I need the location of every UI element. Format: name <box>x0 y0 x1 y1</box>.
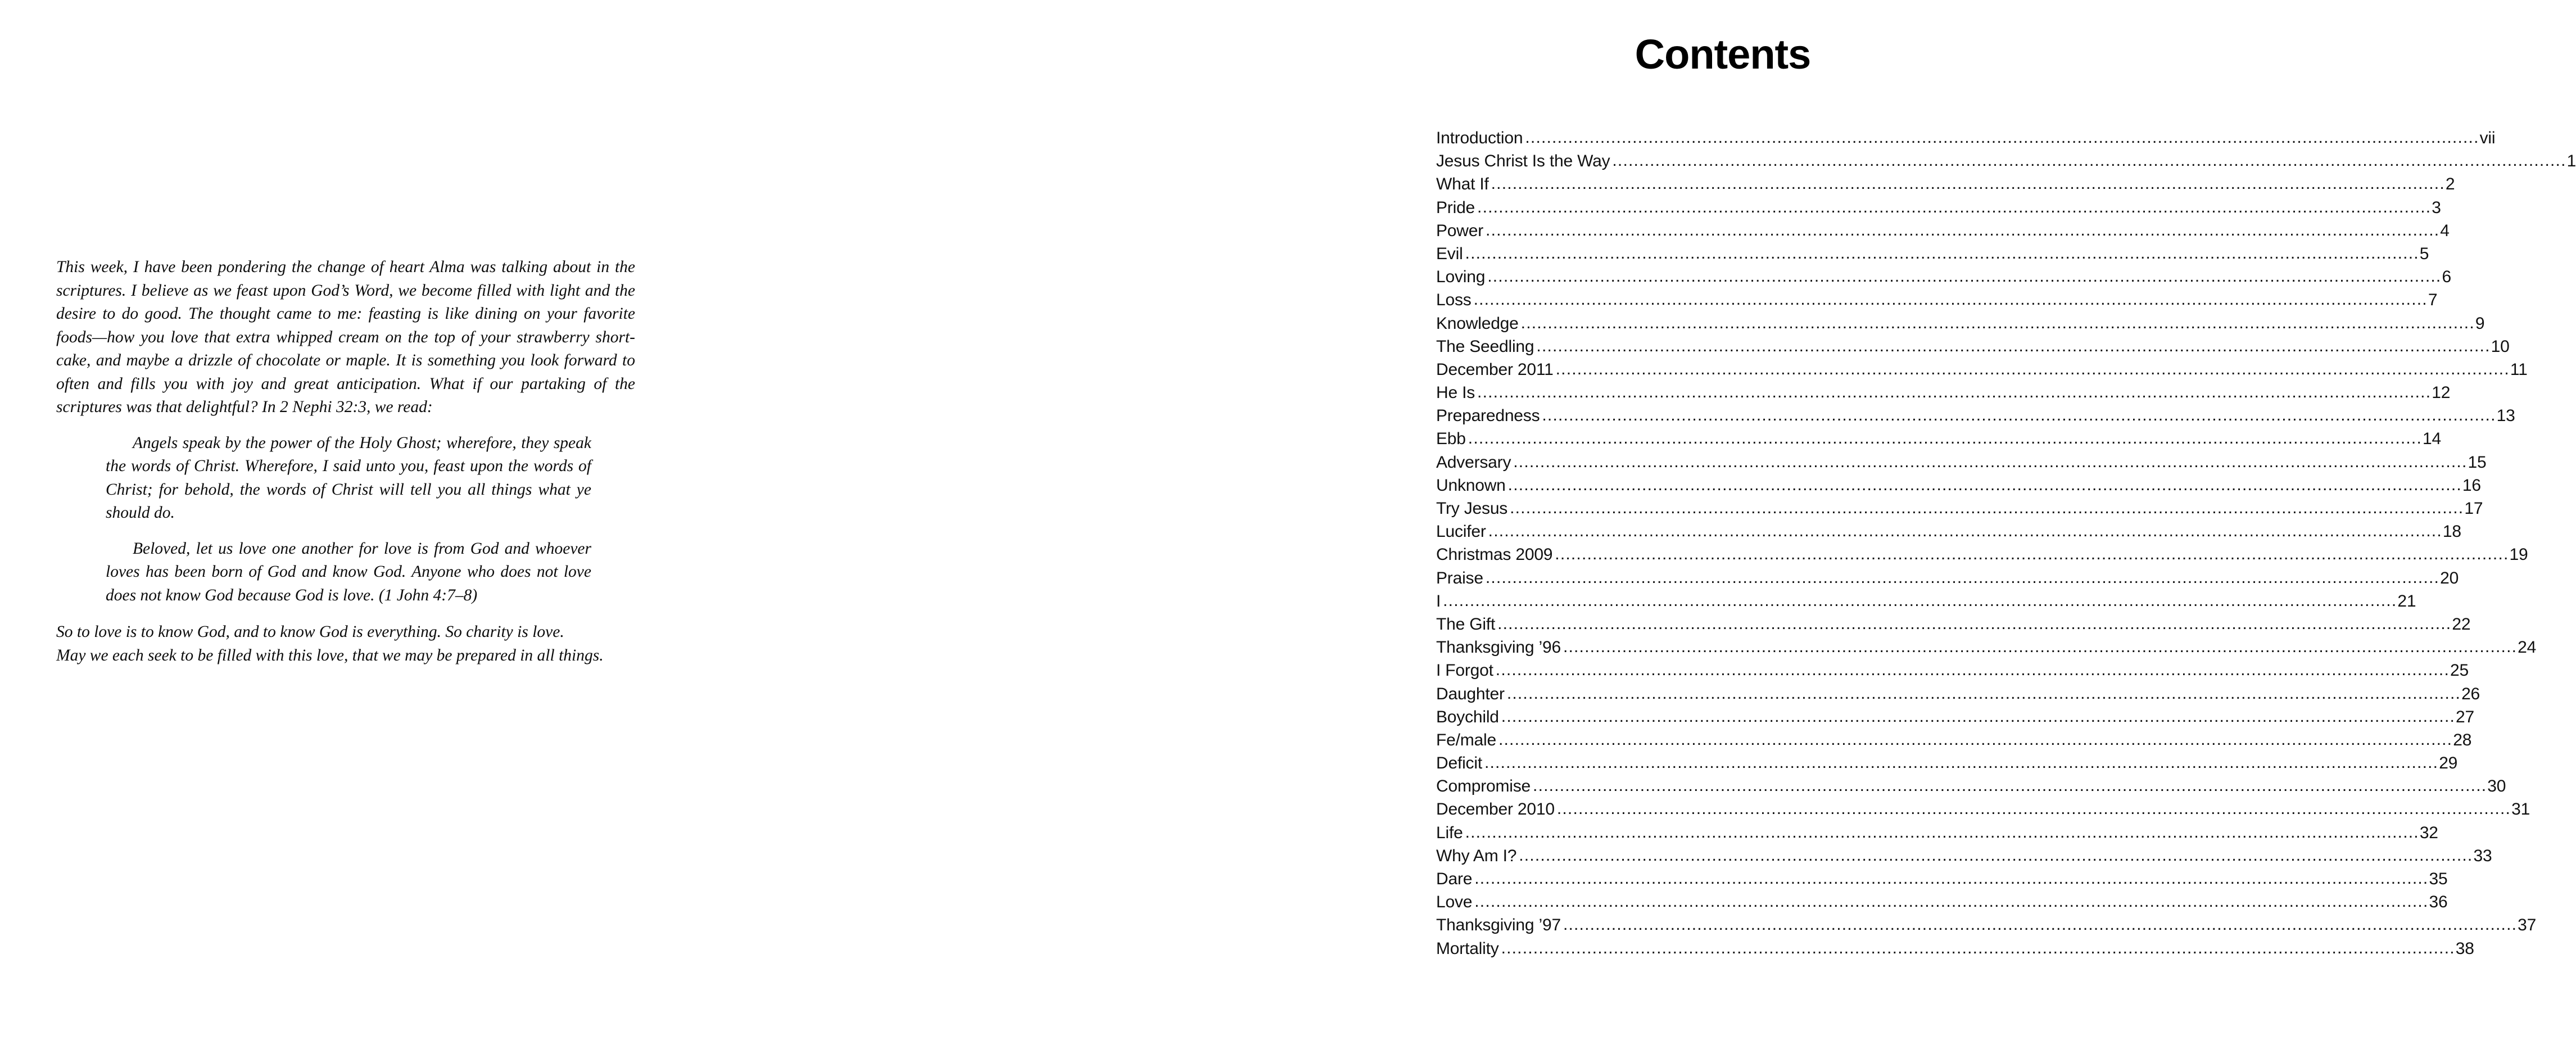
toc-entry-page-number: 3 <box>2432 198 2441 217</box>
toc-dot-leader: .................................................................................................................................................................................. <box>1443 591 2397 610</box>
toc-entry-page-number: 20 <box>2440 568 2459 587</box>
toc-entry-page-number: 29 <box>2439 754 2458 773</box>
toc-dot-leader: .................................................................................................................................................................................. <box>1507 475 2462 494</box>
toc-entry[interactable] <box>1436 636 2537 659</box>
toc-entry-label: What If <box>1436 175 1489 194</box>
toc-entry-page-number: 22 <box>2452 614 2471 634</box>
toc-entry-page-number: 12 <box>2432 383 2451 403</box>
toc-dot-leader: .................................................................................................................................................................................. <box>1468 429 2423 448</box>
toc-dot-leader: .................................................................................................................................................................................. <box>1536 336 2491 355</box>
toc-entry[interactable] <box>1436 590 2416 613</box>
toc-entry-label: Loving <box>1436 268 1486 287</box>
toc-entry-label: Daughter <box>1436 684 1505 703</box>
toc-entry[interactable] <box>1436 890 2448 914</box>
toc-entry[interactable] <box>1436 288 2438 311</box>
toc-entry[interactable] <box>1436 844 2492 867</box>
toc-entry-label: Deficit <box>1436 754 1482 773</box>
toc-entry[interactable] <box>1436 706 2475 729</box>
toc-entry[interactable] <box>1436 381 2451 404</box>
toc-dot-leader: .................................................................................................................................................................................. <box>1542 406 2496 425</box>
toc-entry[interactable] <box>1436 242 2429 265</box>
toc-entry[interactable] <box>1436 567 2459 590</box>
toc-dot-leader: .................................................................................................................................................................................. <box>1519 845 2473 865</box>
toc-entry-page-number: 10 <box>2491 337 2510 356</box>
toc-dot-leader: .................................................................................................................................................................................. <box>1501 938 2455 957</box>
toc-entry-page-number: 19 <box>2509 545 2528 564</box>
toc-dot-leader: .................................................................................................................................................................................. <box>1488 522 2442 541</box>
toc-entry[interactable] <box>1436 497 2483 520</box>
toc-entry-label: Adversary <box>1436 453 1511 472</box>
toc-entry-page-number: 36 <box>2429 893 2448 912</box>
toc-dot-leader: .................................................................................................................................................................................. <box>1477 383 2432 402</box>
toc-dot-leader: .................................................................................................................................................................................. <box>1465 822 2419 842</box>
toc-entry-label: Compromise <box>1436 777 1531 796</box>
toc-dot-leader: .................................................................................................................................................................................. <box>1520 313 2475 332</box>
toc-entry[interactable] <box>1436 821 2438 844</box>
toc-entry-page-number: 5 <box>2419 244 2429 263</box>
toc-entry[interactable] <box>1436 798 2530 821</box>
toc-entry-label: December 2011 <box>1436 360 1554 379</box>
toc-entry-page-number: 25 <box>2450 661 2469 680</box>
toc-entry-page-number: 6 <box>2442 268 2451 287</box>
toc-dot-leader: .................................................................................................................................................................................. <box>1525 128 2479 147</box>
blockquote-1john: Beloved, let us love one another for love is from God and whoever loves has been born of God and know God. Anyone who does not love does not know God because God is love. (1 John 4:7–8) <box>106 539 591 604</box>
toc-entry-label: Thanksgiving ’96 <box>1436 638 1561 657</box>
toc-entry-page-number: 28 <box>2453 730 2472 749</box>
toc-entry[interactable] <box>1436 219 2450 242</box>
toc-entry[interactable] <box>1436 775 2506 798</box>
toc-entry-page-number: 32 <box>2419 823 2438 842</box>
toc-entry-label: Preparedness <box>1436 406 1540 426</box>
toc-entry-page-number: 24 <box>2518 638 2537 657</box>
toc-entry-label: Knowledge <box>1436 314 1519 333</box>
toc-entry[interactable] <box>1436 729 2472 752</box>
toc-entry-page-number: 13 <box>2496 406 2515 426</box>
toc-entry-page-number: 14 <box>2423 429 2441 449</box>
toc-entry-label: I <box>1436 591 1441 611</box>
toc-dot-leader: .................................................................................................................................................................................. <box>1465 243 2419 263</box>
toc-dot-leader: .................................................................................................................................................................................. <box>1563 637 2518 657</box>
toc-entry[interactable] <box>1436 404 2515 427</box>
toc-entry-label: Lucifer <box>1436 522 1486 541</box>
toc-entry[interactable] <box>1436 613 2471 636</box>
toc-entry-page-number: 21 <box>2397 591 2416 611</box>
toc-dot-leader: .................................................................................................................................................................................. <box>1491 174 2445 193</box>
toc-entry-page-number: 17 <box>2464 499 2483 518</box>
toc-entry[interactable] <box>1436 358 2528 381</box>
toc-entry-label: The Gift <box>1436 614 1496 634</box>
toc-entry-label: He Is <box>1436 383 1475 403</box>
left-page <box>0 0 689 1040</box>
toc-entry-label: Praise <box>1436 568 1483 587</box>
toc-entry[interactable] <box>1436 265 2451 288</box>
page-title: Contents <box>1635 31 1811 78</box>
toc-entry-label: Unknown <box>1436 476 1506 495</box>
toc-entry-label: Try Jesus <box>1436 499 1508 518</box>
toc-entry-label: Thanksgiving ’97 <box>1436 916 1561 935</box>
toc-dot-leader: .................................................................................................................................................................................. <box>1533 776 2487 795</box>
toc-dot-leader: .................................................................................................................................................................................. <box>1513 452 2468 471</box>
toc-entry-label: Christmas 2009 <box>1436 545 1553 564</box>
toc-entry-label: Ebb <box>1436 429 1466 449</box>
toc-entry-label: Evil <box>1436 244 1463 263</box>
toc-entry-label: Why Am I? <box>1436 846 1517 865</box>
toc-entry[interactable] <box>1436 867 2448 890</box>
blockquote-2nephi: Angels speak by the power of the Holy Ghost; wherefore, they speak the words of Christ. Wherefore, I said unto you, feast upon the words of Christ; for behold, the words of Christ will tell you all things what ye should do. <box>106 433 591 522</box>
closing-line-2: May we each seek to be filled with this love, that we may be prepared in all things. <box>56 646 604 664</box>
toc-entry-page-number: 7 <box>2428 291 2438 310</box>
toc-entry-page-number: 2 <box>2445 175 2455 194</box>
toc-entry-label: Loss <box>1436 291 1472 310</box>
toc-entry-page-number: 37 <box>2518 916 2537 935</box>
toc-dot-leader: .................................................................................................................................................................................. <box>1612 151 2566 170</box>
toc-entry-page-number: 27 <box>2456 707 2475 726</box>
toc-dot-leader: .................................................................................................................................................................................. <box>1506 684 2461 703</box>
closing-line-1: So to love is to know God, and to know God is everything. So charity is love. <box>56 623 564 641</box>
toc-entry-page-number: 4 <box>2440 221 2450 240</box>
toc-entry[interactable] <box>1436 335 2510 358</box>
toc-dot-leader: .................................................................................................................................................................................. <box>1495 661 2450 680</box>
toc-entry-label: Pride <box>1436 198 1475 217</box>
toc-entry-label: Mortality <box>1436 939 1499 958</box>
toc-entry-page-number: vii <box>2479 129 2496 147</box>
toc-entry[interactable] <box>1436 427 2441 450</box>
toc-dot-leader: .................................................................................................................................................................................. <box>1474 892 2429 911</box>
toc-entry[interactable] <box>1436 474 2481 497</box>
right-page <box>689 0 2576 1040</box>
toc-dot-leader: .................................................................................................................................................................................. <box>1485 568 2440 587</box>
toc-entry-page-number: 11 <box>2510 360 2528 379</box>
toc-dot-leader: .................................................................................................................................................................................. <box>1477 197 2432 216</box>
toc-dot-leader: .................................................................................................................................................................................. <box>1555 359 2510 378</box>
toc-entry-label: The Seedling <box>1436 337 1534 356</box>
devotional-text-block <box>56 256 635 667</box>
toc-entry[interactable] <box>1436 914 2537 937</box>
toc-entry-page-number: 31 <box>2511 800 2530 819</box>
toc-entry-page-number: 33 <box>2473 846 2492 865</box>
toc-entry[interactable] <box>1436 543 2528 566</box>
toc-dot-leader: .................................................................................................................................................................................. <box>1474 869 2429 888</box>
toc-entry-page-number: 16 <box>2462 476 2481 495</box>
toc-entry-page-number: 30 <box>2487 777 2506 796</box>
toc-entry[interactable] <box>1436 126 2496 150</box>
toc-entry-page-number: 1 <box>2566 152 2576 171</box>
table-of-contents-list <box>1436 126 2576 960</box>
toc-dot-leader: .................................................................................................................................................................................. <box>1501 707 2456 726</box>
toc-dot-leader: .................................................................................................................................................................................. <box>1510 499 2464 517</box>
toc-dot-leader: .................................................................................................................................................................................. <box>1563 915 2518 934</box>
toc-entry-label: Introduction <box>1436 129 1523 147</box>
toc-entry-label: December 2010 <box>1436 800 1555 819</box>
toc-entry-label: Life <box>1436 823 1463 842</box>
toc-entry-page-number: 38 <box>2455 939 2474 958</box>
toc-dot-leader: .................................................................................................................................................................................. <box>1486 220 2440 239</box>
toc-entry[interactable] <box>1436 196 2441 219</box>
toc-entry[interactable] <box>1436 173 2455 196</box>
toc-entry-label: Fe/male <box>1436 730 1496 749</box>
toc-entry[interactable] <box>1436 312 2485 335</box>
toc-entry[interactable] <box>1436 150 2576 173</box>
toc-entry-label: Dare <box>1436 870 1473 888</box>
toc-entry[interactable] <box>1436 451 2487 474</box>
toc-dot-leader: .................................................................................................................................................................................. <box>1484 753 2439 772</box>
toc-dot-leader: .................................................................................................................................................................................. <box>1487 267 2442 286</box>
toc-entry-page-number: 9 <box>2475 314 2485 333</box>
toc-entry-label: Jesus Christ Is the Way <box>1436 152 1610 171</box>
toc-entry-label: Boychild <box>1436 707 1499 726</box>
paragraph-intro: This week, I have been pondering the change of heart Alma was talking about in the scriptures. I believe as we feast upon God’s Word, we become filled with light and the desire to do good. The thought came to me: feasting is like dining on your favorite foods—how you love that extra whipped cream on the top of your strawberry short-cake, and maybe a drizzle of chocolate or maple. It is something you look forward to often and fills you with joy and great anticipation. What if our partaking of the scriptures was that delightful? In 2 Nephi 32:3, we read: <box>56 258 635 416</box>
toc-entry-label: I Forgot <box>1436 661 1493 680</box>
toc-entry[interactable] <box>1436 937 2474 960</box>
toc-dot-leader: .................................................................................................................................................................................. <box>1497 614 2452 633</box>
toc-dot-leader: .................................................................................................................................................................................. <box>1473 290 2428 309</box>
toc-dot-leader: .................................................................................................................................................................................. <box>1556 799 2511 819</box>
toc-entry[interactable] <box>1436 659 2469 682</box>
toc-entry-label: Love <box>1436 893 1473 912</box>
toc-entry-page-number: 18 <box>2442 522 2461 541</box>
toc-entry-page-number: 15 <box>2468 453 2487 472</box>
toc-entry[interactable] <box>1436 752 2458 775</box>
toc-entry[interactable] <box>1436 520 2461 543</box>
toc-entry-page-number: 26 <box>2461 684 2480 703</box>
toc-dot-leader: .................................................................................................................................................................................. <box>1555 545 2509 564</box>
toc-entry-page-number: 35 <box>2429 870 2448 888</box>
toc-dot-leader: .................................................................................................................................................................................. <box>1498 730 2453 749</box>
toc-entry-label: Power <box>1436 221 1484 240</box>
paragraph-closing <box>56 621 635 667</box>
toc-entry[interactable] <box>1436 682 2480 706</box>
